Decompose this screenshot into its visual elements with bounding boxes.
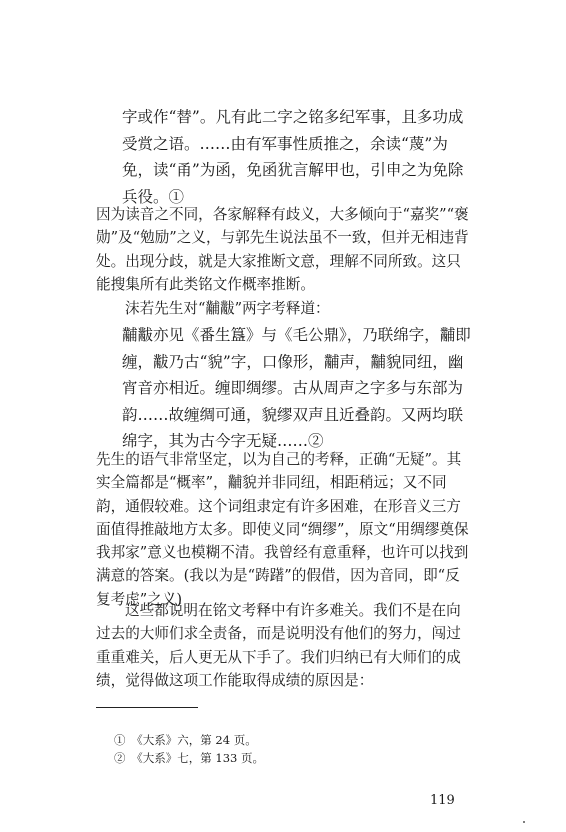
block-quote-2: 黼黻亦见《番生簋》与《毛公鼎》，乃联绵字，黼即缠，黻乃古“貌”字，口像形，黼声，黼貌同纽，幽宵音亦相近。缠即绸缪。古从周声之字多与东部为韵……故缠绸可通，貌缪双声且近叠韵。又两均联绵字，其为古今字无疑……②: [122, 326, 471, 450]
footnote-1: ① 《大系》六，第 24 页。: [114, 733, 257, 747]
page-number: 119: [430, 793, 455, 808]
scan-speck: [523, 821, 525, 823]
footnote-divider: [96, 707, 198, 708]
paragraph-2: 沫若先生对“黼黻”两字考释道：: [125, 300, 330, 317]
paragraph-1: 因为读音之不同，各家解释有歧义，大多倾向于“嘉奖”“褒勋”及“勉励”之义，与郭先生说法虽不一致，但并无相违背处。出现分歧，就是大家推断文意，理解不同所致。这只能搜集所有此类铭文作概率推断。: [96, 206, 469, 293]
paragraph-4: 这些都说明在铭文考释中有许多难关。我们不是在向过去的大师们求全责备，而是说明没有他们的努力，闯过重重难关，后人更无从下手了。我们归纳已有大师们的成绩，觉得做这项工作能取得成绩的原因是：: [96, 602, 461, 689]
block-quote-1: 字或作“替”。凡有此二字之铭多纪军事，且多功成受赏之语。……由有军事性质推之，余读“蔑”为免，读“甬”为函，免函犹言解甲也，引申之为免除兵役。①: [122, 108, 464, 206]
paragraph-3: 先生的语气非常坚定，以为自己的考释，正确“无疑”。其实全篇都是“概率”，黼貌并非同纽，相距稍远；又不同韵，通假较难。这个词组隶定有许多困难，在形音义三方面值得推敲地方太多。即使义同“绸缪”，原文“用绸缪奠保我邦家”意义也模糊不清。我曾经有意重释，也许可以找到满意的答案。(我以为是“踌躇”的假借，因为音同，即“反复考虑”之义): [96, 451, 469, 608]
footnote-2: ② 《大系》七，第 133 页。: [114, 751, 265, 765]
